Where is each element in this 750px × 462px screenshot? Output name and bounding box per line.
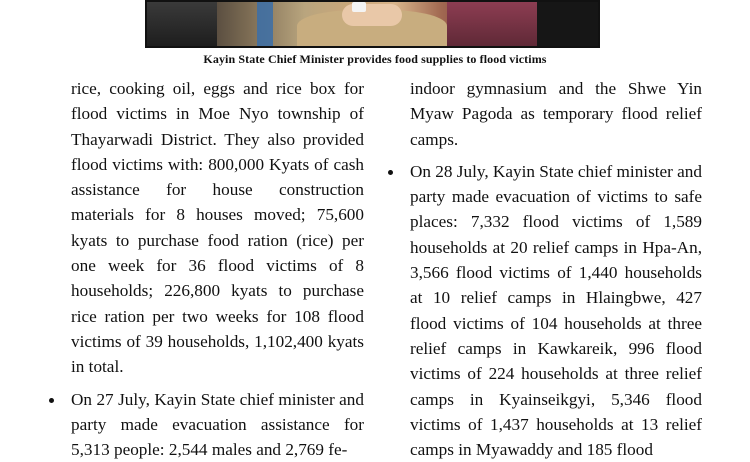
left-paragraph: rice, cooking oil, eggs and rice box for flood victims in Moe Nyo township of Thayarwadi District. They also provided flood victims with: 800,000 Kyats of cash assistance for house construction materials for 8 houses moved; 75,600 kyats to purchase food ration (rice) per one week for 36 flood victims of 8 households; 226,800 kyats to purchase rice ration per two weeks for 108 flood victims of 39 households, 1,102,400 kyats in total. xyxy=(71,79,364,377)
right-bullet-item: On 28 July, Kayin State chief minister and party made evacuation of victims to safe places: 7,332 flood victims of 1,589 households at 20 relief camps in Hpa-An, 3,566 flood victims of 1,440 households at 10 relief camps in Hlaingbwe, 427 flood victims of 104 households at three relief camps in Kawkareik, 996 flood victims of 224 households at three relief camps in Kyainseikgyi, 5,346 flood victims of 1,437 households at 13 relief camps in Myawaddy and 185 flood xyxy=(410,159,702,462)
photo-region-supplies xyxy=(352,2,366,12)
news-photo xyxy=(145,0,600,48)
photo-region-shadow xyxy=(537,2,598,48)
left-column xyxy=(71,76,364,462)
photo-caption: Kayin State Chief Minister provides food supplies to flood victims xyxy=(203,52,547,66)
right-paragraph: indoor gymnasium and the Shwe Yin Myaw Pagoda as temporary flood relief camps. xyxy=(410,79,702,149)
photo-region-dark xyxy=(147,2,217,48)
photo-region-boat xyxy=(257,2,273,48)
right-column xyxy=(410,76,702,462)
photo-region-hands xyxy=(342,4,402,26)
left-bullet-item: On 27 July, Kayin State chief minister and party made evacuation assistance for 5,313 people: 2,544 males and 2,769 fe- xyxy=(71,387,364,462)
photo-region-person xyxy=(447,2,537,48)
